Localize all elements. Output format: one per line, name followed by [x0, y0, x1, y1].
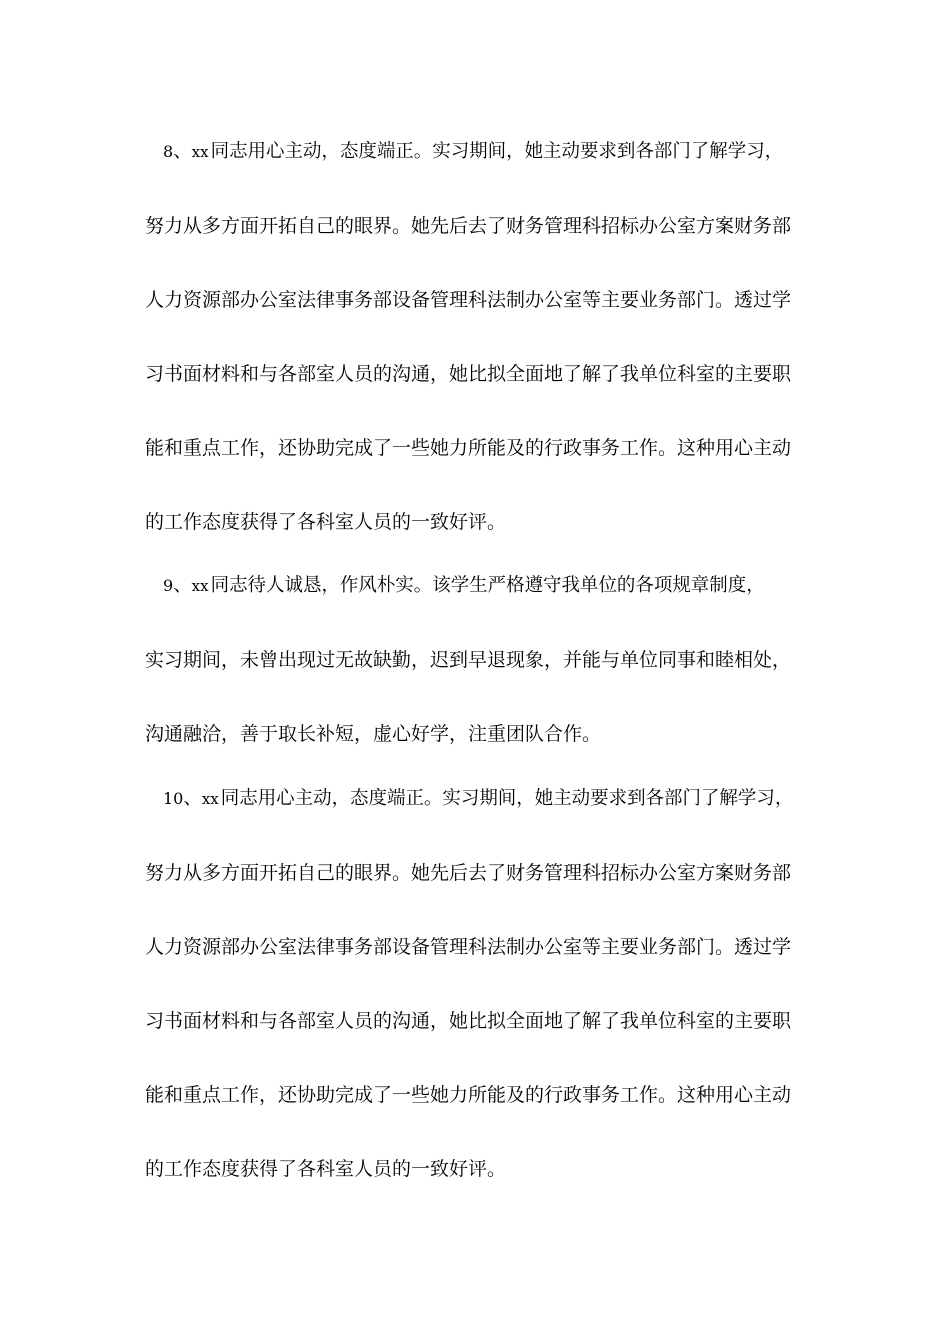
person-name: xx: [201, 790, 219, 808]
paragraph-9-line-1: [163, 574, 828, 598]
paragraph-number: 8: [163, 142, 174, 161]
paragraph-8-line-4: 习书面材料和与各部室人员的沟通，她比拟全面地了解了我单位科室的主要职: [145, 363, 792, 385]
paragraph-8-line-3: 人力资源部办公室法律事务部设备管理科法制办公室等主要业务部门。透过学: [145, 289, 792, 311]
separator: 、: [173, 141, 192, 162]
separator: 、: [183, 788, 202, 809]
person-name: xx: [191, 143, 209, 161]
paragraph-number: 9: [163, 576, 174, 595]
paragraph-10-line-1: [163, 787, 828, 811]
paragraph-8-line-2: 努力从多方面开拓自己的眼界。她先后去了财务管理科招标办公室方案财务部: [145, 215, 792, 237]
person-name: xx: [191, 577, 209, 595]
paragraph-8-line-6: 的工作态度获得了各科室人员的一致好评。: [145, 511, 507, 533]
paragraph-10-line-2: 努力从多方面开拓自己的眼界。她先后去了财务管理科招标办公室方案财务部: [145, 862, 792, 884]
paragraph-8-line-1: [163, 140, 828, 164]
paragraph-9-line-3: 沟通融洽，善于取长补短，虚心好学，注重团队合作。: [145, 723, 602, 745]
paragraph-10-line-4: 习书面材料和与各部室人员的沟通，她比拟全面地了解了我单位科室的主要职: [145, 1010, 792, 1032]
paragraph-10-line-3: 人力资源部办公室法律事务部设备管理科法制办公室等主要业务部门。透过学: [145, 936, 792, 958]
paragraph-number: 10: [163, 789, 184, 808]
separator: 、: [173, 575, 192, 596]
paragraph-text: 同志用心主动，态度端正。实习期间，她主动要求到各部门了解学习，: [220, 788, 794, 809]
paragraph-10-line-5: 能和重点工作，还协助完成了一些她力所能及的行政事务工作。这种用心主动: [145, 1084, 792, 1106]
paragraph-text: 同志用心主动，态度端正。实习期间，她主动要求到各部门了解学习，: [210, 141, 784, 162]
paragraph-10-line-6: 的工作态度获得了各科室人员的一致好评。: [145, 1158, 507, 1180]
paragraph-9-line-2: 实习期间，未曾出现过无故缺勤，迟到早退现象，并能与单位同事和睦相处，: [145, 649, 792, 671]
paragraph-text: 同志待人诚恳，作风朴实。该学生严格遵守我单位的各项规章制度，: [210, 575, 765, 596]
paragraph-8-line-5: 能和重点工作，还协助完成了一些她力所能及的行政事务工作。这种用心主动: [145, 437, 792, 459]
